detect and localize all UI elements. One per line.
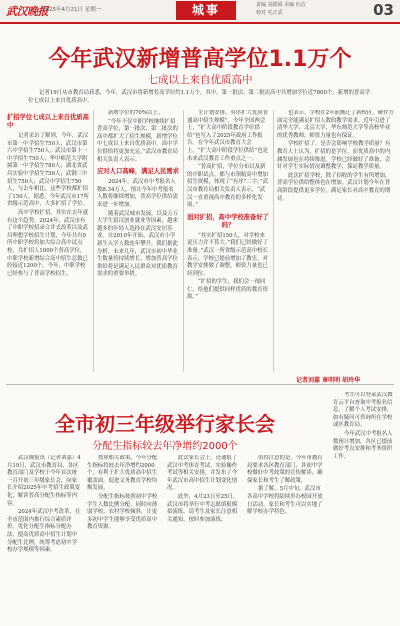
paragraph: 按照相关政策，今年分配生指标将较去年净增约2000个，有利于扩大优质高中招生覆盖面，促进义务教育学校均衡发展。 xyxy=(87,455,158,492)
article1-column-3 xyxy=(187,110,269,380)
paragraph: 新增学位的70%以上。 xyxy=(108,110,164,116)
article1-subhead-3: 面对扩招，高中学校准备好了吗？ xyxy=(187,213,269,229)
article1-column-1 xyxy=(7,110,89,380)
paragraph: 值得注意的是，今年市教育局要求各区教育部门、各初中学校做好中考政策的宣传解读，确保家长和考生了解政策。 xyxy=(247,455,323,484)
article2-column-4 xyxy=(247,455,325,623)
paragraph: 武汉晚报讯（记者刘嘉）4月19日，武汉市教育局、各区教育部门及学校于今年首次统一召开初三年级家长会，向家长介绍2025年中考招生政策变化，解读普高分配生指标等内容。 xyxy=(7,455,81,507)
article2-column-2 xyxy=(87,455,161,623)
paragraph: 随着武汉城市发展，以及万万大学生留汉创业就业等因素，越来越多的年轻人选择在武汉安居乐业。自2010年开始，武汉市小学新生入学人数连年攀升。我们据此分析，未来几年，武汉市初中毕业生数量将持续增长，增加普高学位供给将是满足人民群众对优质教育需求的重要举措。 xyxy=(97,210,179,278)
article2-subheadline: 分配生指标较去年净增约2000个 xyxy=(92,441,238,452)
paragraph: “扩招的学生，我们会一视同仁，给他们提供同样优质的教育资源。” xyxy=(187,279,268,301)
article1-column-4 xyxy=(277,110,394,372)
masthead xyxy=(0,0,400,24)
article1-lead: 记者19日从市教育局获悉，今年，武汉市将新增普高学位约1.1万个，其中，第一批次、第二批次高中共增加学位近7800个，新增的普高学位七成以上来自优质高中。 xyxy=(28,90,371,104)
article1-subhead-1: 扩招学位七成以上来自优质高中 xyxy=(7,114,89,129)
paragraph: “普高扩招，学位分布以及新的中职试点，都与市领航高中增加招生规模，体现了“有序”二字。”武汉市教育局相关负责人表示，“武汉一直重视高中教育的多样化发展，” xyxy=(187,164,269,209)
paragraph: 今年武汉中考报名人数预计增加，各区已提前做好考点安排和考务组织工作。 xyxy=(333,430,393,460)
paragraph: “今年不仅中职学校继续扩招普高学位，第一批次、第二批次的高中都扩大了招生规模，新增学位中七成以上来自优质高中。高中学位供给将更加充足。”武汉市教育局相关负责人表示。 xyxy=(97,118,178,163)
paragraph: 学校扩招了，是否会影响学校教学质量？有教育人士认为，扩招的是学位，而优质高中的内涵发展也在持续推进。学校已经做好了准备，会针对学生实际情况调整教学，保证教学质量。 xyxy=(277,141,391,171)
paragraph: 考生可以登录武汉教育云平台查询中考报名信息，了解个人考试安排，如有疑问可咨询所在学校或区教育局。 xyxy=(333,392,393,429)
article2-headline: 全市初三年级举行家长会 xyxy=(55,412,275,436)
column-rule xyxy=(183,110,184,372)
editor-credits: 责编 刘娟娟 美编 杜洁 校对 毛正武 xyxy=(256,2,306,16)
section-label: 城事 xyxy=(176,1,236,20)
page-number: 03 xyxy=(373,1,394,19)
column-rule xyxy=(93,110,94,372)
article1-subheadline: 七成以上来自优质高中 xyxy=(147,74,253,86)
paragraph: “其实扩招150人，对学校来说压力并不算大。”我们已经做好了准备。”武汉一所省级示范高中校长表示，学校已提前增加了教室，对教学安排做了调整，师资力量也已经到位。 xyxy=(187,232,268,277)
paragraph: 2024年，武汉市中考报名人数8.34万人，预计今年中考报名人数将继续增加，普高学位供给需求进一步增加。 xyxy=(97,179,178,208)
paragraph: 此外，4月23日至25日，武汉市将举行中考志愿填报模拟演练，请考生及家长注意相关通知，按时参加演练。 xyxy=(167,493,239,523)
paragraph: 生计划安排，有序扩大优质普通高中招生规模”。今年全国两会上，“扩大高中阶段教育学位供给”也写入了2025年政府工作报告。在今年武汉市教育大会上，“扩大高中阶段学位供给”也是未来武汉教育工作重点之一。 xyxy=(187,110,269,162)
article2-column-1 xyxy=(7,455,81,623)
paragraph: 记者采访了解到，今年，武汉市第一中学招生750人；武汉市第六中学招生750人；武汉市第十一中学招生750人；华中师范大学附属第一中学招生780人；湖北省武昌实验中学招生750人；武钢三中招生750人；武汉中学招生750人，与去年相比，这些学校都扩招了150人。据悉，今年武汉市17所省级示范高中，大多扩招了学位。 xyxy=(7,133,89,208)
paragraph: 分配生指标按照初中学校学生人数比例分配，同时向薄弱学校、农村学校倾斜，让更多初中学生能够享受优质高中教育资源。 xyxy=(87,493,158,531)
article1-byline: 记者刘嘉 章明明 胡玲华 xyxy=(296,377,361,384)
article1-subhead-2: 应对人口高峰，满足人民需求 xyxy=(97,168,179,176)
article1-column-2 xyxy=(97,110,179,380)
paragraph: 也表示，学校在2年前搬迁了新校区，硬件方面完全能满足扩招人数的教学需求。近年引进了清华大学、北京大学、华东师范大学等高校毕业的优秀教师，师资力量也有保证。 xyxy=(277,110,394,139)
paragraph: 据了解，5月中旬，武汉市各高中学校将陆续举办校园开放日活动，家长和考生可以实地了解学校办学特色。 xyxy=(247,486,323,516)
paragraph: 此次扩招学校，除了招收的学生有所增加，普高学位供给整体也在增加。武汉计划今年在普高阶段提供更多学位，满足家长对高中教育的期待。 xyxy=(277,172,391,202)
paragraph: 高中学校扩招，其实在去年就有这个趋势。2024年，武汉市有了中职学校招录合并式改革以及武昌理想学校招生计划，今年共有9所中职学校将加大综合高中试点校，共扩招人1000个普高学位，中职学校新增综合高中招生总数已经接近1200个。今年，中职学校已经参与了普高学校招生， xyxy=(7,209,89,277)
article2-side-column xyxy=(333,392,395,624)
article1-headline: 今年武汉新增普高学位1.1万个 xyxy=(48,47,352,72)
paragraph: 2024年武汉中考改革，在全市范围内推行综合素质评价，优化分配生指标分配办法，提高优质高中招生计划中分配生比例，统筹考虑初中学校办学规模等因素。 xyxy=(7,509,81,554)
paragraph: 此次家长会上，还通报了武汉中考体育考试、实验操作考试等相关安排，并发布了今年武汉市高中招生计划变化情况。 xyxy=(167,455,238,492)
article2-column-3 xyxy=(167,455,241,623)
column-rule xyxy=(273,110,274,372)
issue-date: 2025年4月21日 星期一 xyxy=(42,7,102,13)
newspaper-logo: 武汉晚报 xyxy=(6,5,48,18)
article-divider xyxy=(6,384,394,385)
